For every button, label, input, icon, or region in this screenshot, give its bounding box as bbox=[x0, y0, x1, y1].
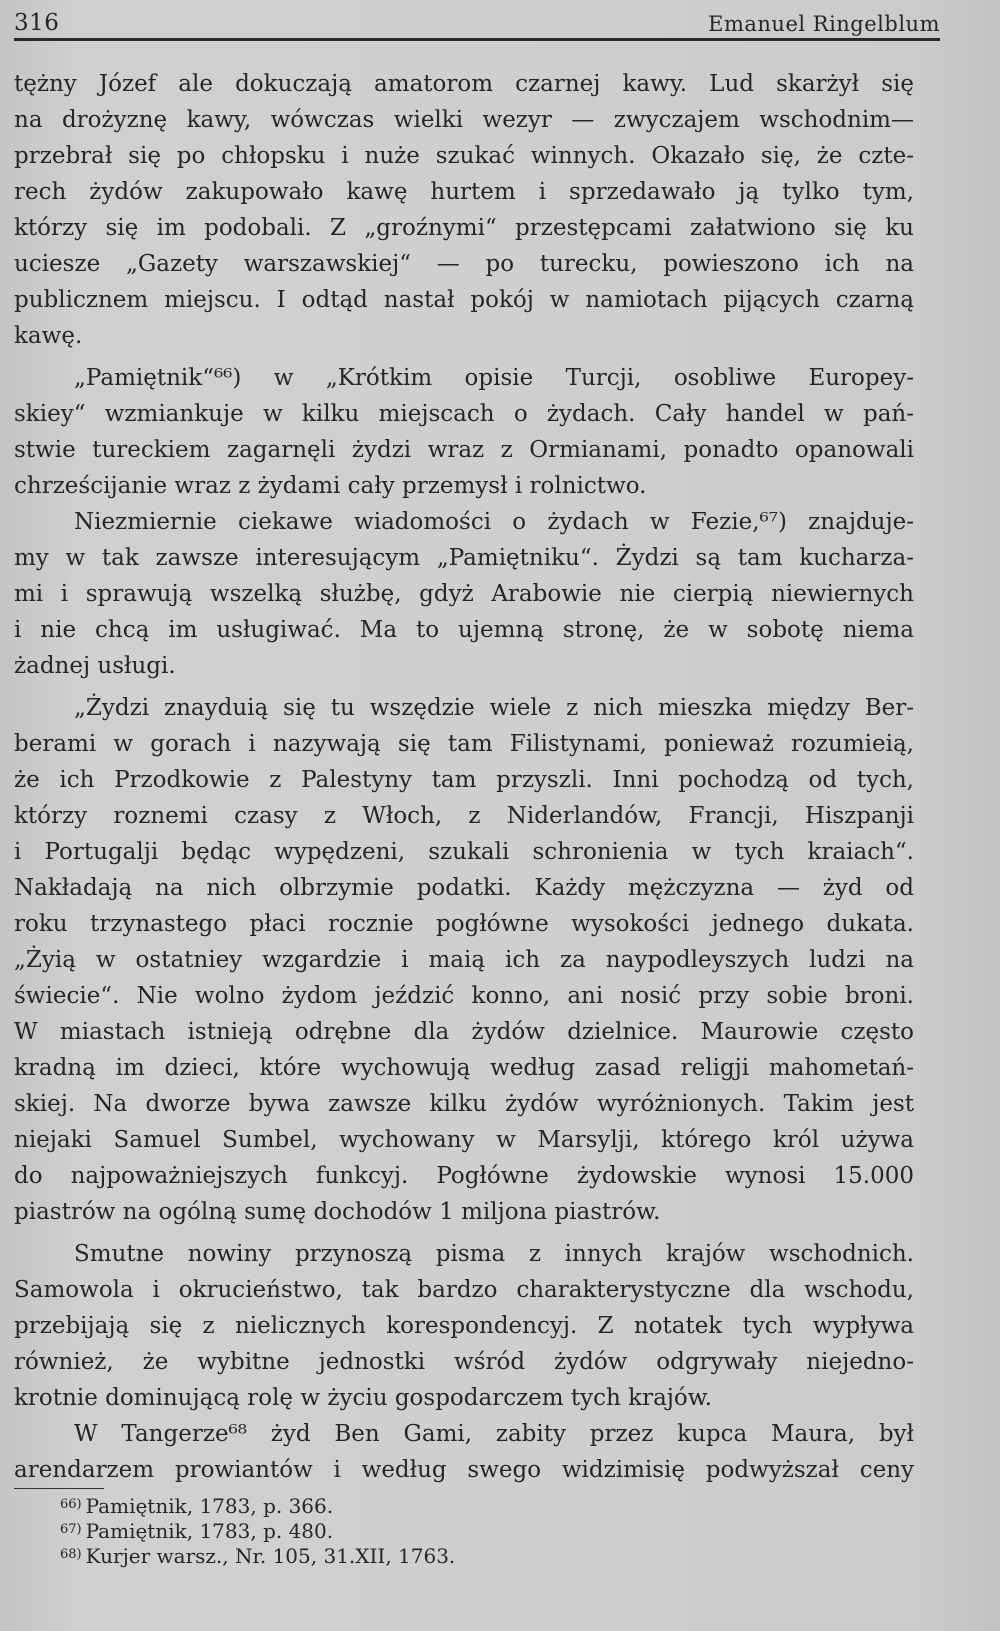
paragraph bbox=[14, 504, 914, 684]
text-line: krotnie dominującą rolę w życiu gospodarczem tych krajów. bbox=[14, 1385, 713, 1411]
footnote-mark: 68) bbox=[60, 1547, 82, 1562]
text-line: chrześcijanie wraz z żydami cały przemysł i rolnictwo. bbox=[14, 473, 647, 499]
text-line: Samowola i okrucieństwo, tak bardzo charakterystyczne dla wschodu, bbox=[14, 1277, 914, 1303]
text-line: również, że wybitne jednostki wśród żydów odgrywały niejedno- bbox=[14, 1349, 914, 1375]
text-line: publicznem miejscu. I odtąd nastał pokój w namiotach pijących czarną bbox=[14, 287, 914, 313]
text-line: mi i sprawują wszelką służbę, gdyż Arabowie nie cierpią niewiernych bbox=[14, 581, 914, 607]
text-line: my w tak zawsze interesującym „Pamiętniku“. Żydzi są tam kucharza- bbox=[14, 545, 914, 571]
text-line: i Portugalji będąc wypędzeni, szukali schronienia w tych kraiach“. bbox=[14, 839, 914, 865]
text-line: uciesze „Gazety warszawskiej“ — po turecku, powieszono ich na bbox=[14, 251, 914, 277]
paragraph bbox=[14, 1416, 914, 1488]
running-header bbox=[14, 2, 940, 36]
text-line: skiej. Na dworze bywa zawsze kilku żydów wyróżnionych. Takim jest bbox=[14, 1091, 914, 1117]
text-line: przebrał się po chłopsku i nuże szukać winnych. Okazało się, że czte- bbox=[14, 143, 914, 169]
footnote bbox=[60, 1544, 660, 1569]
text-line: berami w gorach i nazywają się tam Filistynami, ponieważ rozumieią, bbox=[14, 731, 914, 757]
text-line: Nakładają na nich olbrzymie podatki. Każdy mężczyzna — żyd od bbox=[14, 875, 914, 901]
text-line: roku trzynastego płaci rocznie pogłówne wysokości jednego dukata. bbox=[14, 911, 914, 937]
footnote-rule bbox=[14, 1488, 104, 1489]
text-line: żadnej usługi. bbox=[14, 653, 176, 679]
footnotes bbox=[60, 1494, 660, 1569]
body-text bbox=[14, 66, 914, 1488]
paragraph bbox=[14, 690, 914, 1230]
text-line: tężny Józef ale dokuczają amatorom czarnej kawy. Lud skarżył się bbox=[14, 71, 914, 97]
text-line: którzy roznemi czasy z Włoch, z Niderlandów, Francji, Hiszpanji bbox=[14, 803, 914, 829]
paragraph bbox=[14, 66, 914, 354]
footnote-mark: 66) bbox=[60, 1497, 82, 1512]
footnote-text: Kurjer warsz., Nr. 105, 31.XII, 1763. bbox=[85, 1544, 456, 1568]
running-author: Emanuel Ringelblum bbox=[708, 12, 940, 36]
text-line: że ich Przodkowie z Palestyny tam przyszli. Inni pochodzą od tych, bbox=[14, 767, 914, 793]
footnote-mark: 67) bbox=[60, 1522, 82, 1537]
footnote-text: Pamiętnik, 1783, p. 480. bbox=[85, 1519, 334, 1543]
text-line: Niezmiernie ciekawe wiadomości o żydach w Fezie,⁶⁷) znajduje- bbox=[74, 509, 914, 535]
footnote bbox=[60, 1494, 660, 1519]
page-number: 316 bbox=[14, 10, 60, 36]
header-rule bbox=[14, 38, 940, 41]
text-line: „Żydzi znayduią się tu wszędzie wiele z nich mieszka między Ber- bbox=[74, 695, 914, 721]
text-line: kawę. bbox=[14, 323, 83, 349]
text-line: i nie chcą im usługiwać. Ma to ujemną stronę, że w sobotę niema bbox=[14, 617, 914, 643]
text-line: „Pamiętnik“⁶⁶) w „Krótkim opisie Turcji, osobliwe Europey- bbox=[74, 365, 914, 391]
paragraph bbox=[14, 360, 914, 504]
text-line: którzy się im podobali. Z „groźnymi“ przestępcami załatwiono się ku bbox=[14, 215, 914, 241]
footnote-text: Pamiętnik, 1783, p. 366. bbox=[85, 1494, 334, 1518]
text-line: Smutne nowiny przynoszą pisma z innych krajów wschodnich. bbox=[74, 1241, 914, 1267]
text-line: arendarzem prowiantów i według swego widzimisię podwyższał ceny bbox=[14, 1457, 914, 1483]
text-line: przebijają się z nielicznych korespondencyj. Z notatek tych wypływa bbox=[14, 1313, 914, 1339]
footnote bbox=[60, 1519, 660, 1544]
text-line: „Żyią w ostatniey wzgardzie i maią ich za naypodleyszych ludzi na bbox=[14, 947, 914, 973]
text-line: rech żydów zakupowało kawę hurtem i sprzedawało ją tylko tym, bbox=[14, 179, 914, 205]
text-line: kradną im dzieci, które wychowują według zasad religji mahometań- bbox=[14, 1055, 914, 1081]
text-line: do najpoważniejszych funkcyj. Pogłówne żydowskie wynosi 15.000 bbox=[14, 1163, 914, 1189]
text-line: na drożyznę kawy, wówczas wielki wezyr — zwyczajem wschodnim— bbox=[14, 107, 914, 133]
text-line: stwie tureckiem zagarnęli żydzi wraz z Ormianami, ponadto opanowali bbox=[14, 437, 914, 463]
text-line: niejaki Samuel Sumbel, wychowany w Marsylji, którego król używa bbox=[14, 1127, 914, 1153]
text-line: piastrów na ogólną sumę dochodów 1 miljona piastrów. bbox=[14, 1199, 661, 1225]
text-line: W miastach istnieją odrębne dla żydów dzielnice. Maurowie często bbox=[14, 1019, 914, 1045]
text-line: W Tangerze⁶⁸ żyd Ben Gami, zabity przez kupca Maura, był bbox=[74, 1421, 914, 1447]
paragraph bbox=[14, 1236, 914, 1416]
text-line: skiey“ wzmiankuje w kilku miejscach o żydach. Cały handel w pań- bbox=[14, 401, 914, 427]
text-line: świecie“. Nie wolno żydom jeździć konno, ani nosić przy sobie broni. bbox=[14, 983, 914, 1009]
